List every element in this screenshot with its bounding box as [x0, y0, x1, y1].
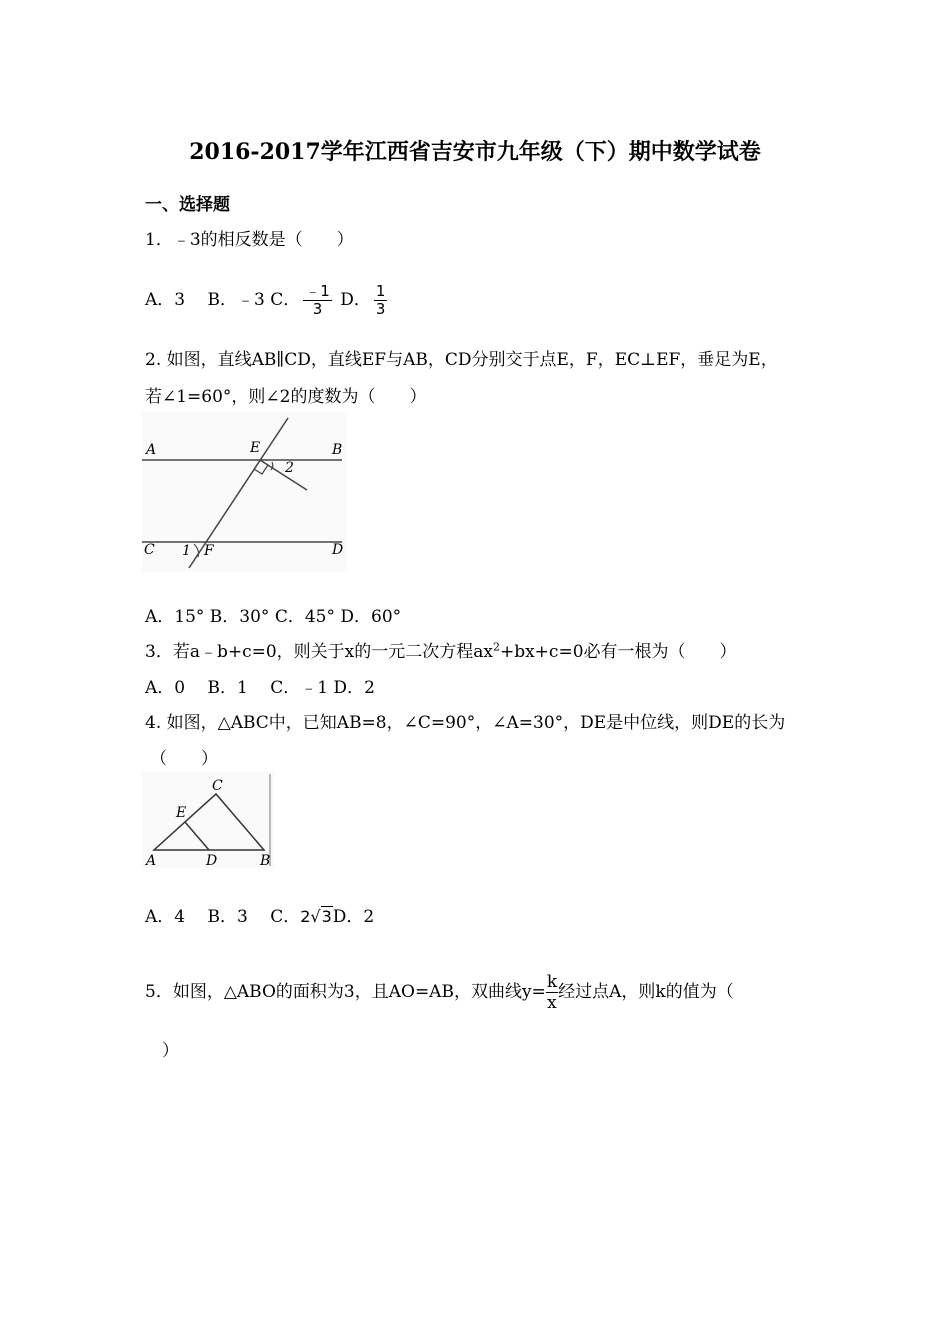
q4-option-d: D．2 [332, 907, 375, 927]
question-5-line2: ） [162, 1041, 179, 1061]
question-4-options [145, 902, 374, 927]
q3-stem-post: +bx+c=0必有一根为（ ） [499, 642, 737, 662]
label-b: B [260, 853, 271, 868]
q4-rad-value: 3 [321, 907, 332, 926]
label-f: F [204, 543, 214, 559]
label-e: E [250, 440, 261, 456]
question-2-line2: 若∠1=60°，则∠2的度数为（ ） [145, 387, 427, 407]
q1-option-d-label: D． [340, 290, 371, 310]
q5-fraction [546, 972, 558, 1013]
q4-triangle-figure [142, 772, 274, 868]
q5-post: 经过点A，则k的值为（ [558, 982, 734, 1002]
q1-frac-c-num: 1 [320, 282, 330, 300]
question-3-options: A．0 B．1 C．﹣1 D．2 [145, 678, 375, 698]
q3-superscript: 2 [492, 640, 500, 654]
q1-frac-d-num: 1 [375, 282, 386, 300]
question-1-stem: 1．﹣3的相反数是（ ） [145, 230, 354, 250]
label-b: B [332, 442, 343, 458]
question-4-line1: 4. 如图，△ABC中，已知AB=8，∠C=90°，∠A=30°，DE是中位线，则DE的长为 [145, 713, 786, 733]
question-1-options [145, 283, 390, 318]
q4-radical [300, 906, 333, 926]
q1-options-abc: A．3 B．﹣3 C． [145, 290, 301, 310]
q1-frac-d-den: 3 [375, 300, 386, 318]
label-e: E [176, 805, 187, 821]
label-a: A [146, 442, 157, 458]
label-d: D [332, 542, 344, 558]
question-5-stem [145, 972, 734, 1013]
q1-frac-c-sign: ﹣ [305, 282, 321, 300]
label-d: D [206, 853, 218, 868]
label-angle-1: 1 [182, 543, 191, 559]
q3-stem-pre: 3．若a﹣b+c=0，则关于x的一元二次方程ax [145, 642, 493, 662]
label-angle-2: 2 [285, 460, 294, 476]
q5-pre: 5．如图，△ABO的面积为3，且AO=AB，双曲线y= [145, 982, 546, 1002]
question-2-line1: 2. 如图，直线AB∥CD，直线EF与AB，CD分别交于点E，F，EC⊥EF，垂足为E， [145, 350, 778, 370]
page-title: 2016-2017学年江西省吉安市九年级（下）期中数学试卷 [189, 139, 761, 165]
q1-frac-c-den: 3 [312, 300, 323, 318]
label-c: C [212, 778, 223, 794]
q4-options-abc: A．4 B．3 C． [145, 907, 301, 927]
question-4-line2: （ ） [150, 749, 218, 769]
section-heading: 一、选择题 [145, 195, 230, 215]
q4-rad-coef: 2 [300, 907, 311, 926]
question-2-options: A．15° B．30° C．45° D．60° [145, 607, 402, 627]
q2-parallel-lines-figure [142, 412, 347, 572]
label-c: C [144, 542, 155, 558]
label-a: A [146, 853, 157, 868]
figure-bg [142, 412, 347, 572]
question-3-stem [145, 637, 737, 662]
q5-frac-den: x [547, 993, 557, 1013]
q5-frac-num: k [546, 972, 558, 992]
q1-fraction-c [303, 283, 332, 318]
q4-rad-sign: √ [310, 907, 321, 926]
q1-fraction-d [374, 283, 388, 318]
